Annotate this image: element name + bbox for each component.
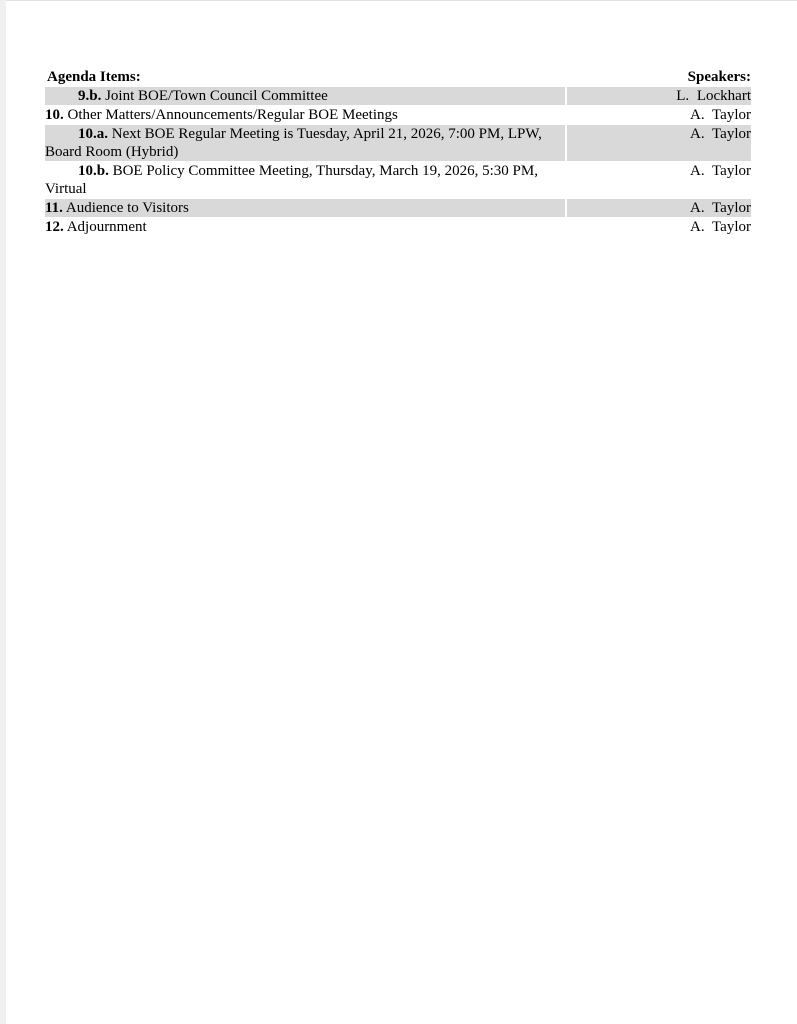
agenda-item-number: 11. — [45, 200, 63, 216]
agenda-item-title: Audience to Visitors — [65, 200, 189, 216]
agenda-items-heading: Agenda Items: — [47, 69, 141, 85]
agenda-item-speaker: A. Taylor — [567, 125, 751, 161]
agenda-item-title: Other Matters/Announcements/Regular BOE Meetings — [67, 107, 398, 123]
agenda-item-text — [45, 162, 565, 198]
agenda-item-speaker: A. Taylor — [690, 163, 751, 179]
agenda-item-number: 10. — [45, 107, 64, 123]
agenda-item-speaker: A. Taylor — [690, 219, 751, 235]
agenda-item-speaker: L. Lockhart — [567, 87, 751, 105]
agenda-table — [45, 68, 751, 237]
agenda-item-text — [45, 199, 565, 217]
agenda-row-10 — [45, 106, 751, 124]
agenda-item-title: Next BOE Regular Meeting is Tuesday, April 21, 2026, 7:00 PM, LPW, Board Room (Hybrid) — [45, 126, 542, 160]
agenda-item-text — [45, 106, 565, 124]
document-page — [6, 0, 797, 1024]
agenda-item-number: 10.a. — [78, 126, 108, 142]
agenda-row-9b — [45, 87, 751, 105]
speakers-heading: Speakers: — [687, 69, 751, 85]
agenda-row-10b — [45, 162, 751, 198]
agenda-row-11 — [45, 199, 751, 217]
agenda-item-number: 12. — [45, 219, 64, 235]
agenda-item-title: Adjournment — [66, 219, 147, 235]
agenda-item-text — [45, 125, 565, 161]
agenda-item-title: Joint BOE/Town Council Committee — [105, 88, 328, 104]
agenda-item-title: BOE Policy Committee Meeting, Thursday, March 19, 2026, 5:30 PM, Virtual — [45, 163, 538, 197]
agenda-row-12 — [45, 218, 751, 236]
agenda-item-text — [45, 87, 565, 105]
agenda-item-number: 9.b. — [78, 88, 102, 104]
agenda-row-10a — [45, 125, 751, 161]
agenda-item-text — [45, 218, 565, 236]
agenda-item-speaker: A. Taylor — [690, 107, 751, 123]
agenda-item-speaker: A. Taylor — [567, 199, 751, 217]
agenda-item-number: 10.b. — [78, 163, 109, 179]
agenda-header-row — [45, 68, 751, 86]
